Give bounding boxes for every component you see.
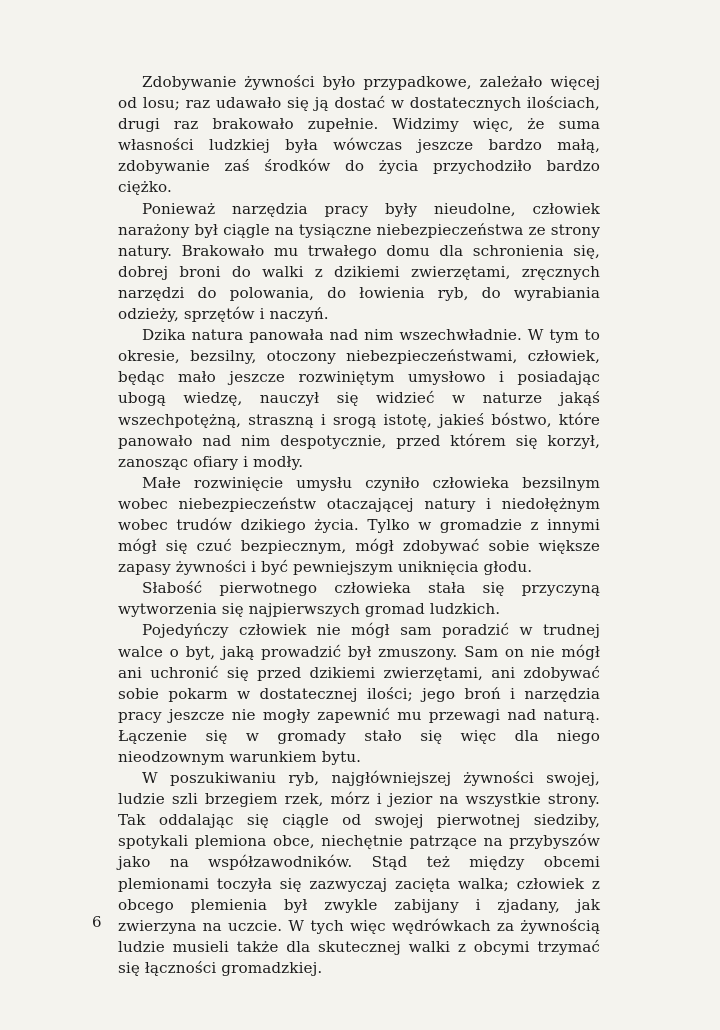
paragraph-3: Dzika natura panowała nad nim wszechwładnie. W tym to okresie, bezsilny, otoczony niebezpieczeństwami, człowiek, będąc mało jeszcze rozwiniętym umysłowo i posiadając ubogą wiedzę, nauczył się widzieć w naturze jakąś wszechpotężną, straszną i srogą istotę, jakieś bóstwo, które panowało nad nim despotycznie, przed którem się korzył, zanosząc ofiary i modły. xyxy=(118,326,600,471)
paragraph-6: Pojedyńczy człowiek nie mógł sam poradzić w trudnej walce o byt, jaką prowadzić był zmuszony. Sam on nie mógł ani uchronić się przed dzikiemi zwierzętami, ani zdobywać sobie pokarm w dostatecznej ilości; jego broń i narzędzia pracy jeszcze nie mogły zapewnić mu przewagi nad naturą. Łączenie się w gromady stało się więc dla niego nieodzownym warunkiem bytu. xyxy=(118,621,600,766)
paragraph-1: Zdobywanie żywności było przypadkowe, zależało więcej od losu; raz udawało się ją dostać w dostatecznych ilościach, drugi raz brakowało zupełnie. Widzimy więc, że suma własności ludzkiej była wówczas jeszcze bardzo małą, zdobywanie zaś środków do życia przychodziło bardzo ciężko. xyxy=(118,73,600,197)
paragraph-7: W poszukiwaniu ryb, najgłówniejszej żywności swojej, ludzie szli brzegiem rzek, mórz i jezior na wszystkie strony. Tak oddalając się ciągle od swojej pierwotnej siedziby, spotykali plemiona obce, niechętnie patrzące na przybyszów jako na współzawodników. Stąd też między obcemi plemionami toczyła się zazwyczaj zacięta walka; człowiek z obcego plemienia był zwykle zabijany i zjadany, jak zwierzyna na uczcie. W tych więc wędrówkach za żywnością ludzie musieli także dla skutecznej walki z obcymi trzymać się łączności gromadzkiej. xyxy=(118,769,600,977)
paragraph-2: Ponieważ narzędzia pracy były nieudolne, człowiek narażony był ciągle na tysiączne niebezpieczeństwa ze strony natury. Brakowało mu trwałego domu dla schronienia się, dobrej broni do walki z dzikiemi zwierzętami, zręcznych narzędzi do polowania, do łowienia ryb, do wyrabiania odzieży, sprzętów i naczyń. xyxy=(118,199,600,324)
body-text xyxy=(118,72,600,979)
paragraph-5: Słabość pierwotnego człowieka stała się przyczyną wytworzenia się najpierwszych gromad ludzkich. xyxy=(118,579,600,619)
page-number: 6 xyxy=(92,913,102,931)
paragraph-4: Małe rozwinięcie umysłu czyniło człowieka bezsilnym wobec niebezpieczeństw otaczającej natury i niedołężnym wobec trudów dzikiego życia. Tylko w gromadzie z innymi mógł się czuć bezpiecznym, mógł zdobywać sobie większe zapasy żywności i być pewniejszym uniknięcia głodu. xyxy=(118,473,600,577)
